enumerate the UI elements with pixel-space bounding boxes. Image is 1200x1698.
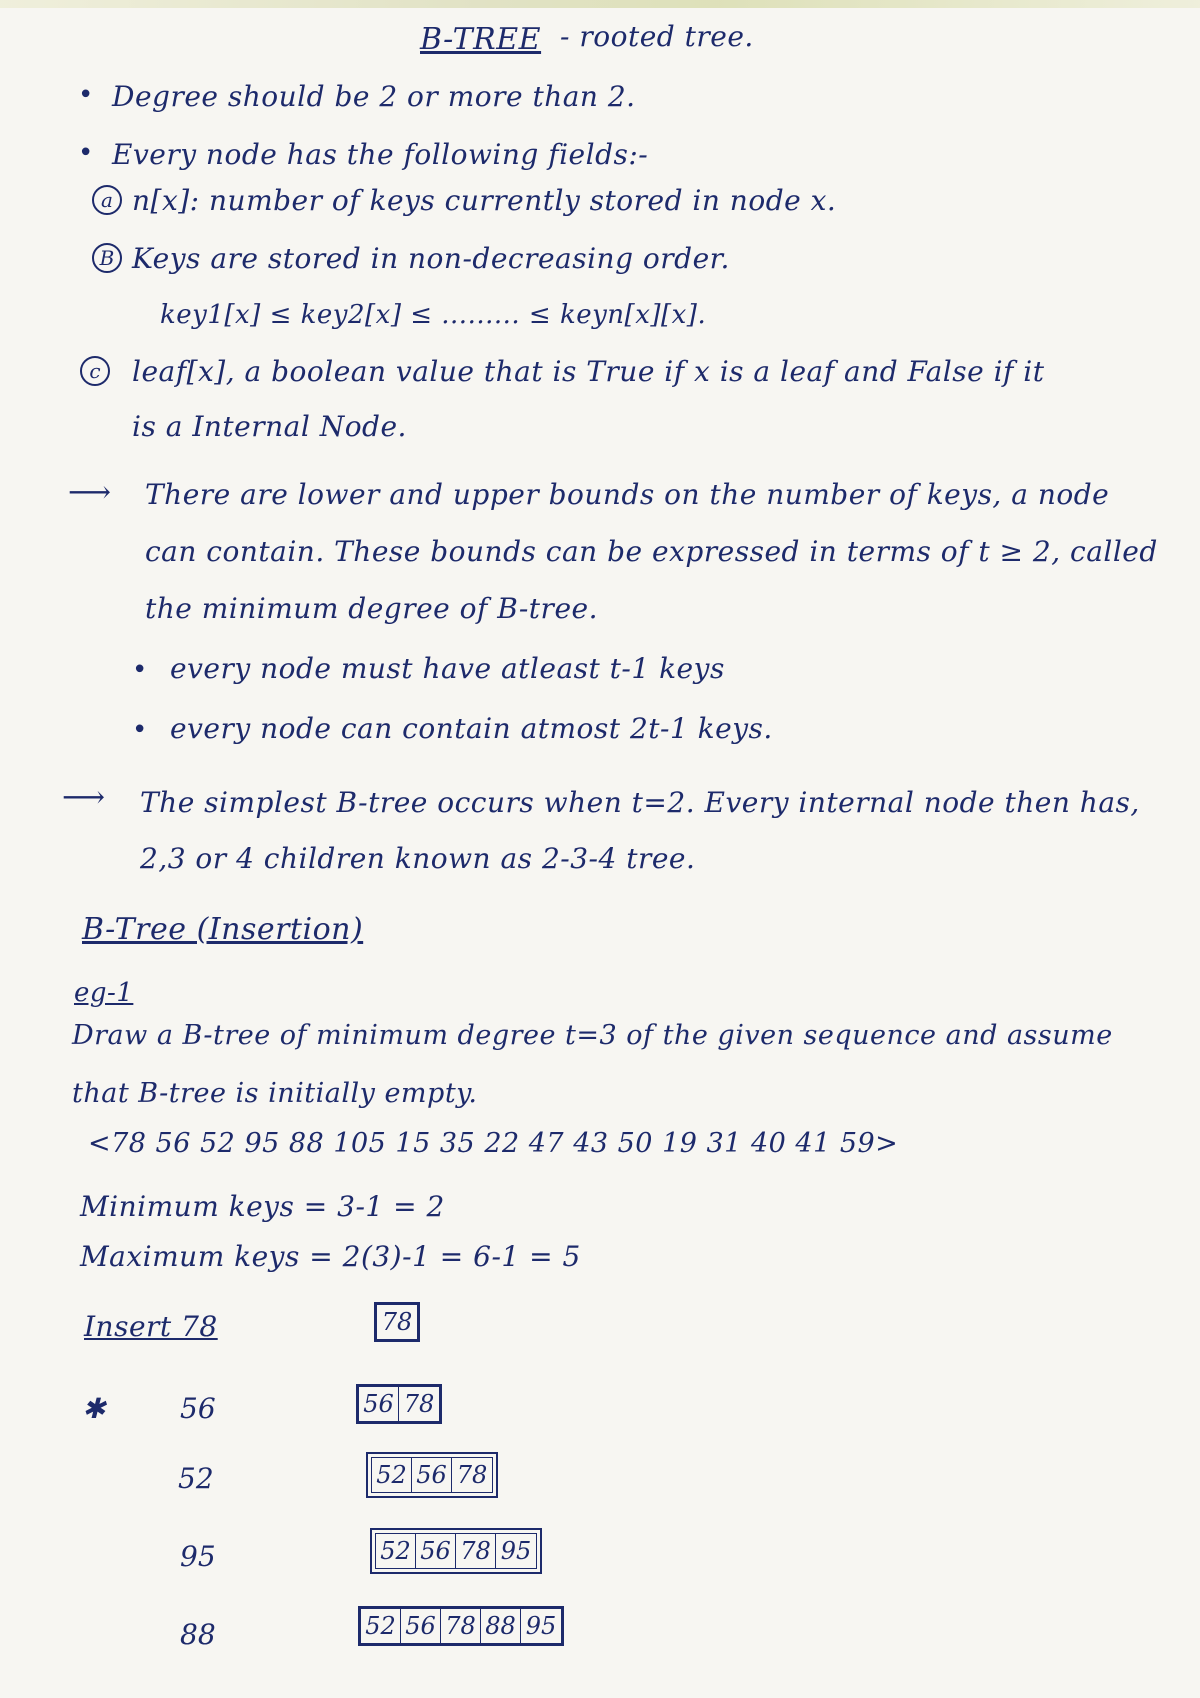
node-key: 95	[500, 1537, 532, 1565]
btree-node-step-2	[356, 1384, 442, 1424]
intro-bullet-1: Degree should be 2 or more than 2.	[112, 80, 636, 113]
key-sequence: <78 56 52 95 88 105 15 35 22 47 43 50 19 31 40 41 59>	[88, 1128, 899, 1159]
node-key: 52	[376, 1534, 416, 1568]
node-key: 52	[372, 1458, 412, 1492]
node-key: 56	[401, 1609, 441, 1643]
page-subtitle: - rooted tree.	[560, 20, 754, 53]
bullet-dot: •	[132, 655, 148, 685]
bounds-sub-2: every node can contain atmost 2t-1 keys.	[170, 712, 773, 745]
problem-line-2: that B-tree is initially empty.	[72, 1078, 478, 1109]
field-marker-b: B	[92, 243, 122, 273]
insertion-heading: B-Tree (Insertion)	[82, 912, 364, 947]
arrow-icon: ⟶	[68, 475, 112, 510]
btree-node-step-3	[366, 1452, 498, 1498]
bounds-sub-1: every node must have atleast t-1 keys	[170, 652, 725, 685]
node-key: 95	[525, 1612, 557, 1640]
simplest-line-1: The simplest B-tree occurs when t=2. Every internal node then has,	[140, 786, 1140, 819]
node-key: 56	[359, 1387, 399, 1421]
field-marker-c: c	[80, 356, 110, 386]
field-c-text: leaf[x], a boolean value that is True if x is a leaf and False if it	[132, 355, 1045, 388]
page-title: B-TREE	[420, 22, 542, 57]
field-b-text: Keys are stored in non-decreasing order.	[132, 242, 730, 275]
node-key: 78	[403, 1390, 435, 1418]
node-key: 52	[361, 1609, 401, 1643]
node-key: 78	[456, 1534, 496, 1568]
step-label: 88	[180, 1618, 216, 1651]
field-a-text: n[x]: number of keys currently stored in node x.	[132, 184, 837, 217]
bounds-line-1: There are lower and upper bounds on the number of keys, a node	[145, 478, 1110, 511]
example-label: eg-1	[74, 978, 134, 1008]
step-label: 56	[180, 1392, 216, 1425]
btree-node-step-1	[374, 1302, 420, 1342]
node-key: 78	[441, 1609, 481, 1643]
step-label: 52	[178, 1462, 214, 1495]
min-keys: Minimum keys = 3-1 = 2	[80, 1190, 445, 1223]
simplest-line-2: 2,3 or 4 children known as 2-3-4 tree.	[140, 842, 696, 875]
max-keys: Maximum keys = 2(3)-1 = 6-1 = 5	[80, 1240, 581, 1273]
step-label: 95	[180, 1540, 216, 1573]
node-key: 78	[381, 1308, 413, 1336]
node-key: 56	[412, 1458, 452, 1492]
field-c-text-cont: is a Internal Node.	[132, 410, 407, 443]
insert-label: Insert 78	[84, 1310, 218, 1343]
bullet-dot: •	[78, 80, 94, 110]
field-marker-a: a	[92, 185, 122, 215]
bounds-line-3: the minimum degree of B-tree.	[145, 592, 598, 625]
bullet-dot: •	[78, 138, 94, 168]
field-b-inequality: key1[x] ≤ key2[x] ≤ ......... ≤ keyn[x][x].	[160, 300, 707, 330]
bullet-dot: •	[132, 715, 148, 745]
node-key: 78	[456, 1461, 488, 1489]
arrow-icon: ⟶	[62, 780, 106, 815]
btree-node-step-5	[358, 1606, 564, 1646]
problem-line-1: Draw a B-tree of minimum degree t=3 of the given sequence and assume	[72, 1020, 1113, 1051]
intro-bullet-2: Every node has the following fields:-	[112, 138, 649, 171]
btree-node-step-4	[370, 1528, 542, 1574]
node-key: 56	[416, 1534, 456, 1568]
scribble-mark: ✱	[82, 1392, 106, 1425]
page-top-band	[0, 0, 1200, 8]
node-key: 88	[481, 1609, 521, 1643]
bounds-line-2: can contain. These bounds can be expressed in terms of t ≥ 2, called	[145, 535, 1158, 568]
